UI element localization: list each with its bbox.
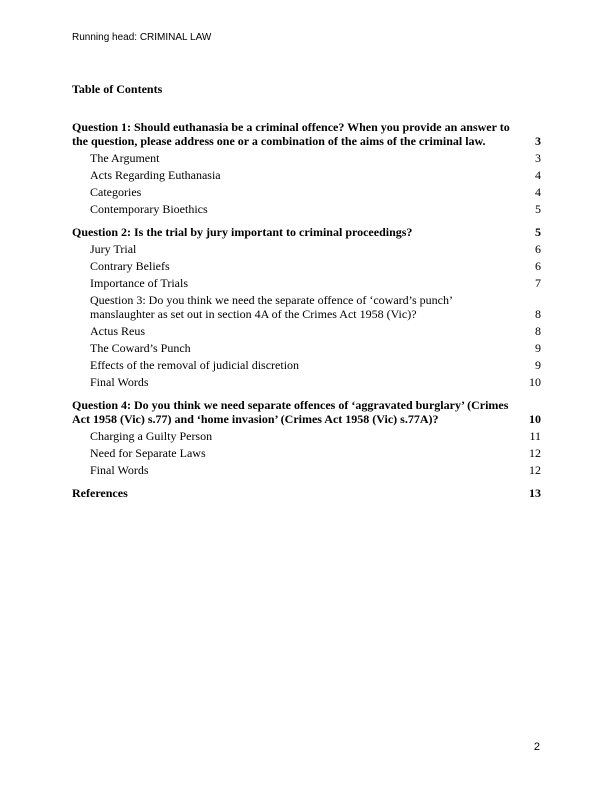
toc-entry-question-1[interactable]	[72, 120, 541, 148]
toc-entry-text: Contrary Beliefs	[90, 259, 170, 273]
toc-entry-categories[interactable]	[72, 185, 541, 199]
toc-entry-text: Effects of the removal of judicial discretion	[90, 358, 300, 372]
toc-entry-text: Importance of Trials	[90, 276, 188, 290]
toc-entry-page: 4	[535, 168, 541, 182]
toc-entry-page: 5	[535, 225, 541, 239]
toc-entry-text: Contemporary Bioethics	[90, 202, 208, 216]
toc-entry-effects-of-removal[interactable]	[72, 358, 541, 372]
table-of-contents	[72, 120, 541, 500]
toc-entry-text: The Coward’s Punch	[90, 341, 191, 355]
toc-entry-question-3[interactable]	[72, 293, 541, 321]
toc-entry-page: 11	[529, 429, 541, 443]
toc-entry-text: Charging a Guilty Person	[90, 429, 213, 443]
toc-entry-contrary-beliefs[interactable]	[72, 259, 541, 273]
toc-entry-page: 9	[535, 341, 541, 355]
toc-entry-acts-regarding-euthanasia[interactable]	[72, 168, 541, 182]
toc-entry-text: Acts Regarding Euthanasia	[90, 168, 221, 182]
page-number: 2	[533, 741, 540, 753]
toc-entry-references[interactable]	[72, 486, 541, 500]
toc-entry-text: Categories	[90, 185, 142, 199]
toc-entry-text: Question 4: Do you think we need separate offences of ‘aggravated burglary’ (Crimes Act 1958 (Vic) s.77) and ‘home invasion’ (Crimes Act 1958 (Vic) s.77A)?	[72, 398, 509, 426]
toc-entry-final-words[interactable]	[72, 375, 541, 389]
toc-entry-importance-of-trials[interactable]	[72, 276, 541, 290]
toc-entry-page: 13	[529, 486, 541, 500]
toc-entry-page: 12	[529, 463, 541, 477]
toc-entry-text: Jury Trial	[90, 242, 137, 256]
toc-entry-contemporary-bioethics[interactable]	[72, 202, 541, 216]
toc-entry-text: Need for Separate Laws	[90, 446, 206, 460]
toc-entry-page: 3	[535, 134, 541, 148]
toc-entry-page: 6	[535, 259, 541, 273]
toc-entry-text: Actus Reus	[90, 324, 145, 338]
running-head: Running head: CRIMINAL LAW	[72, 32, 212, 43]
toc-entry-page: 5	[535, 202, 541, 216]
toc-entry-jury-trial[interactable]	[72, 242, 541, 256]
toc-entry-page: 10	[529, 375, 541, 389]
toc-entry-page: 8	[535, 324, 541, 338]
toc-entry-page: 12	[529, 446, 541, 460]
toc-entry-text: Final Words	[90, 463, 149, 477]
toc-entry-the-argument[interactable]	[72, 151, 541, 165]
toc-title: Table of Contents	[72, 82, 163, 96]
toc-entry-page: 6	[535, 242, 541, 256]
toc-entry-text: Final Words	[90, 375, 149, 389]
toc-entry-actus-reus[interactable]	[72, 324, 541, 338]
toc-entry-text: Question 2: Is the trial by jury important to criminal proceedings?	[72, 225, 413, 239]
toc-entry-page: 9	[535, 358, 541, 372]
toc-entry-page: 10	[529, 412, 541, 426]
toc-entry-text: References	[72, 486, 128, 500]
toc-entry-need-for-separate-laws[interactable]	[72, 446, 541, 460]
toc-entry-page: 7	[535, 276, 541, 290]
toc-entry-question-4[interactable]	[72, 398, 541, 426]
toc-entry-text: Question 3: Do you think we need the separate offence of ‘coward’s punch’ manslaughter as set out in section 4A of the Crimes Act 1958 (Vic)?	[90, 293, 453, 321]
toc-entry-the-cowards-punch[interactable]	[72, 341, 541, 355]
toc-entry-charging-a-guilty-person[interactable]	[72, 429, 541, 443]
toc-entry-text: The Argument	[90, 151, 160, 165]
toc-entry-page: 3	[535, 151, 541, 165]
toc-entry-final-words-2[interactable]	[72, 463, 541, 477]
toc-entry-question-2[interactable]	[72, 225, 541, 239]
toc-entry-page: 4	[535, 185, 541, 199]
toc-entry-text: Question 1: Should euthanasia be a criminal offence? When you provide an answer to the question, please address one or a combination of the aims of the criminal law.	[72, 120, 510, 148]
toc-entry-page: 8	[535, 307, 541, 321]
